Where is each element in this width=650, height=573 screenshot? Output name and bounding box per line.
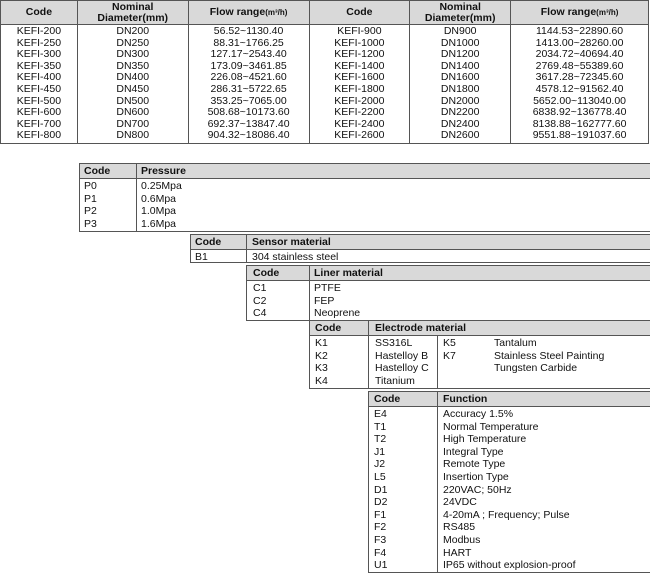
- list-item: DN700: [116, 117, 150, 130]
- list-item: DN2000: [440, 94, 480, 107]
- list-item: KEFI-300: [16, 48, 62, 61]
- list-item: DN200: [116, 25, 150, 37]
- function-values: [443, 408, 576, 572]
- list-item: T2: [374, 433, 387, 446]
- list-item: P1: [84, 192, 97, 205]
- function-table: [368, 391, 650, 573]
- list-item: KEFI-2200: [334, 106, 385, 119]
- list-item: 173.09~3461.85: [210, 59, 287, 72]
- list-item: DN450: [116, 82, 150, 95]
- pressure-code-header: Code: [84, 165, 111, 177]
- list-item: 6838.92~136778.40: [532, 106, 627, 119]
- list-item: Normal Temperature: [443, 420, 539, 433]
- list-item: P3: [84, 217, 97, 230]
- list-item: Hastelloy C: [375, 362, 429, 375]
- list-item: 0.25Mpa: [141, 180, 182, 192]
- list-item: K1: [315, 337, 328, 349]
- list-item: DN900: [443, 25, 477, 37]
- list-item: 508.68~10173.60: [207, 106, 290, 119]
- list-item: 3617.28~72345.60: [535, 71, 624, 84]
- sensor-material-table: [190, 234, 650, 263]
- list-item: DN1600: [440, 71, 480, 84]
- list-item: Modbus: [443, 533, 481, 546]
- pressure-values: [141, 180, 182, 230]
- list-item: 2769.48~55389.60: [535, 59, 624, 72]
- list-item: 4578.12~91562.40: [535, 82, 624, 95]
- header-code-right: Code: [309, 1, 410, 25]
- header-flow-right: Flow range(m³/h): [511, 1, 649, 25]
- list-item: K5: [443, 337, 456, 349]
- liner-values: [314, 282, 360, 320]
- list-item: DN2600: [440, 129, 480, 142]
- list-item: 1.6Mpa: [141, 217, 177, 230]
- list-item: KEFI-800: [16, 129, 62, 142]
- list-item: 1144.53~22890.60: [536, 25, 624, 37]
- list-item: F1: [374, 508, 387, 521]
- list-item: FEP: [314, 294, 335, 307]
- list-item: KEFI-900: [337, 25, 382, 37]
- list-item: 9551.88~191037.60: [532, 129, 627, 142]
- list-item: 88.31~1766.25: [213, 36, 284, 49]
- electrode-values-a: [375, 337, 429, 387]
- header-flow-left: Flow range(m³/h): [188, 1, 309, 25]
- list-item: F3: [374, 533, 387, 546]
- electrode-values-b: [494, 337, 604, 375]
- liner-title: Liner material: [314, 267, 383, 279]
- list-item: 692.37~13847.40: [207, 117, 290, 130]
- list-item: C1: [253, 282, 267, 294]
- list-item: KEFI-1800: [334, 82, 385, 95]
- list-item: Stainless Steel Painting: [494, 349, 605, 362]
- list-item: 226.08~4521.60: [210, 71, 287, 84]
- list-item: D2: [374, 496, 388, 509]
- list-item: 8138.88~162777.60: [532, 117, 627, 130]
- list-item: HART: [443, 546, 472, 559]
- list-item: 286.31~5722.65: [210, 82, 287, 95]
- list-item: DN1800: [440, 82, 480, 95]
- list-item: IP65 without explosion-proof: [443, 559, 576, 572]
- list-item: KEFI-600: [16, 106, 62, 119]
- list-item: 304 stainless steel: [252, 251, 339, 263]
- list-item: DN600: [116, 106, 150, 119]
- electrode-material-table: [309, 320, 650, 389]
- sensor-title: Sensor material: [252, 236, 331, 248]
- list-item: PTFE: [314, 282, 341, 294]
- list-item: J2: [374, 458, 386, 471]
- list-item: DN1400: [440, 59, 480, 72]
- list-item: C2: [253, 294, 267, 307]
- list-item: E4: [374, 408, 387, 420]
- list-item: Integral Type: [443, 445, 504, 458]
- list-item: DN500: [116, 94, 150, 107]
- list-item: K4: [315, 374, 328, 387]
- list-item: K2: [315, 349, 328, 362]
- liner-material-table: [246, 265, 650, 321]
- left-flow-column: [188, 25, 309, 144]
- list-item: High Temperature: [443, 433, 527, 446]
- list-item: K3: [315, 362, 328, 375]
- header-code-left: Code: [1, 1, 78, 25]
- list-item: P0: [84, 180, 97, 192]
- list-item: J1: [374, 445, 386, 458]
- list-item: 4-20mA ; Frequency; Pulse: [443, 508, 570, 521]
- header-nominal-right: Nominal Diameter(mm): [410, 1, 511, 25]
- list-item: F2: [374, 521, 387, 534]
- left-code-column: [1, 25, 78, 144]
- list-item: DN400: [116, 71, 150, 84]
- list-item: L5: [374, 470, 386, 483]
- list-item: 56.52~1130.40: [213, 25, 284, 37]
- list-item: DN350: [116, 59, 150, 72]
- right-flow-column: [511, 25, 649, 144]
- list-item: KEFI-1600: [334, 71, 385, 84]
- list-item: KEFI-200: [16, 25, 62, 37]
- list-item: Remote Type: [443, 458, 506, 471]
- list-item: 1413.00~28260.00: [535, 36, 624, 49]
- list-item: KEFI-350: [16, 59, 62, 72]
- list-item: KEFI-400: [16, 71, 62, 84]
- list-item: Tantalum: [494, 337, 537, 349]
- liner-code-header: Code: [253, 267, 280, 279]
- list-item: RS485: [443, 521, 476, 534]
- function-codes: [374, 408, 387, 572]
- header-nominal-left: Nominal Diameter(mm): [77, 1, 188, 25]
- list-item: 1.0Mpa: [141, 205, 177, 218]
- list-item: 2034.72~40694.40: [535, 48, 624, 61]
- list-item: KEFI-1000: [334, 36, 385, 49]
- list-item: SS316L: [375, 337, 413, 349]
- list-item: 127.17~2543.40: [210, 48, 287, 61]
- list-item: Titanium: [375, 374, 415, 387]
- right-code-column: [309, 25, 410, 144]
- list-item: DN250: [116, 36, 150, 49]
- list-item: KEFI-450: [16, 82, 62, 95]
- sensor-code-header: Code: [195, 236, 222, 248]
- function-code-header: Code: [374, 393, 401, 405]
- liner-codes: [253, 282, 266, 320]
- electrode-codes-a: [315, 337, 328, 387]
- list-item: KEFI-1200: [334, 48, 385, 61]
- pressure-table: [79, 163, 650, 232]
- list-item: P2: [84, 205, 97, 218]
- list-item: KEFI-500: [16, 94, 62, 107]
- list-item: 24VDC: [443, 496, 477, 509]
- list-item: 353.25~7065.00: [210, 94, 287, 107]
- list-item: U1: [374, 559, 388, 572]
- list-item: Insertion Type: [443, 470, 509, 483]
- list-item: KEFI-2400: [334, 117, 385, 130]
- list-item: KEFI-2600: [334, 129, 385, 142]
- list-item: DN300: [116, 48, 150, 61]
- list-item: Accuracy 1.5%: [443, 408, 514, 420]
- list-item: DN2200: [440, 106, 480, 119]
- list-item: DN2400: [440, 117, 480, 130]
- list-item: KEFI-700: [16, 117, 62, 130]
- electrode-codes-b: [443, 337, 456, 375]
- electrode-title: Electrode material: [375, 322, 467, 334]
- sensor-codes: [195, 251, 208, 264]
- list-item: Neoprene: [314, 307, 361, 320]
- list-item: KEFI-2000: [334, 94, 385, 107]
- list-item: DN800: [116, 129, 150, 142]
- list-item: KEFI-250: [16, 36, 62, 49]
- list-item: 904.32~18086.40: [207, 129, 290, 142]
- list-item: 220VAC; 50Hz: [443, 483, 512, 496]
- list-item: [443, 362, 456, 375]
- list-item: B1: [195, 251, 208, 263]
- pressure-codes: [84, 180, 97, 230]
- list-item: Tungsten Carbide: [494, 362, 578, 375]
- list-item: D1: [374, 483, 388, 496]
- list-item: 0.6Mpa: [141, 192, 177, 205]
- flow-range-table: [0, 0, 649, 144]
- electrode-code-header: Code: [315, 322, 342, 334]
- list-item: Hastelloy B: [375, 349, 429, 362]
- list-item: T1: [374, 420, 387, 433]
- pressure-title: Pressure: [141, 165, 186, 177]
- right-diameter-column: [410, 25, 511, 144]
- sensor-values: [252, 251, 338, 264]
- list-item: DN1000: [440, 36, 480, 49]
- list-item: KEFI-1400: [334, 59, 385, 72]
- list-item: C4: [253, 307, 267, 320]
- function-title: Function: [443, 393, 488, 405]
- list-item: DN1200: [440, 48, 480, 61]
- list-item: F4: [374, 546, 387, 559]
- list-item: K7: [443, 349, 456, 362]
- left-diameter-column: [77, 25, 188, 144]
- list-item: 5652.00~113040.00: [533, 94, 627, 107]
